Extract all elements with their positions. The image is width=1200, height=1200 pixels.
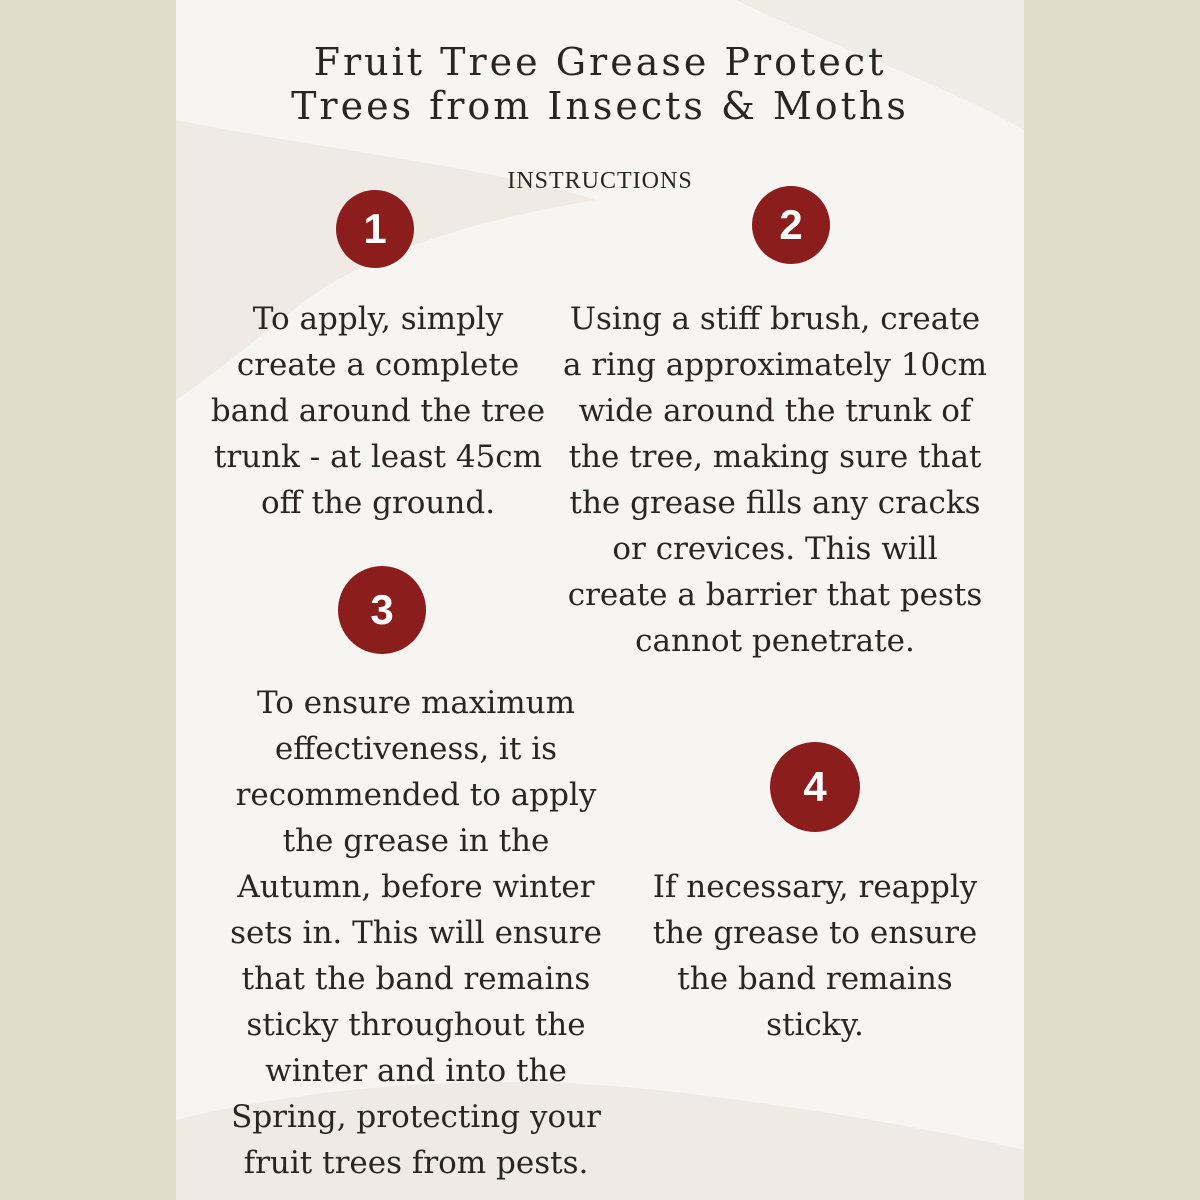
step-1-badge: 1 bbox=[336, 190, 414, 268]
step-1-text: To apply, simply create a complete band around the tree trunk - at least 45cm off the ground. bbox=[210, 301, 546, 521]
step-4-badge: 4 bbox=[770, 742, 860, 832]
instruction-card bbox=[176, 0, 1024, 1200]
title-line-2: Trees from Insects & Moths bbox=[291, 84, 909, 128]
instructions-heading: INSTRUCTIONS bbox=[507, 168, 693, 194]
step-2-text: Using a stiff brush, create a ring approximately 10cm wide around the trunk of the tree, making sure that the grease fills any cracks or crevices. This will create a barrier that pests cannot penetrate. bbox=[563, 301, 987, 659]
step-2-badge: 2 bbox=[752, 186, 830, 264]
title-line-1: Fruit Tree Grease Protect bbox=[313, 40, 887, 84]
page-title bbox=[176, 40, 1024, 128]
step-3-badge: 3 bbox=[338, 566, 426, 654]
step-4-text: If necessary, reapply the grease to ensure the band remains sticky. bbox=[652, 869, 978, 1043]
step-3-text: To ensure maximum effectiveness, it is recommended to apply the grease in the Autumn, before winter sets in. This will ensure that the band remains sticky throughout the winter and into the Spring, protecting your fruit trees from pests. bbox=[230, 685, 602, 1181]
